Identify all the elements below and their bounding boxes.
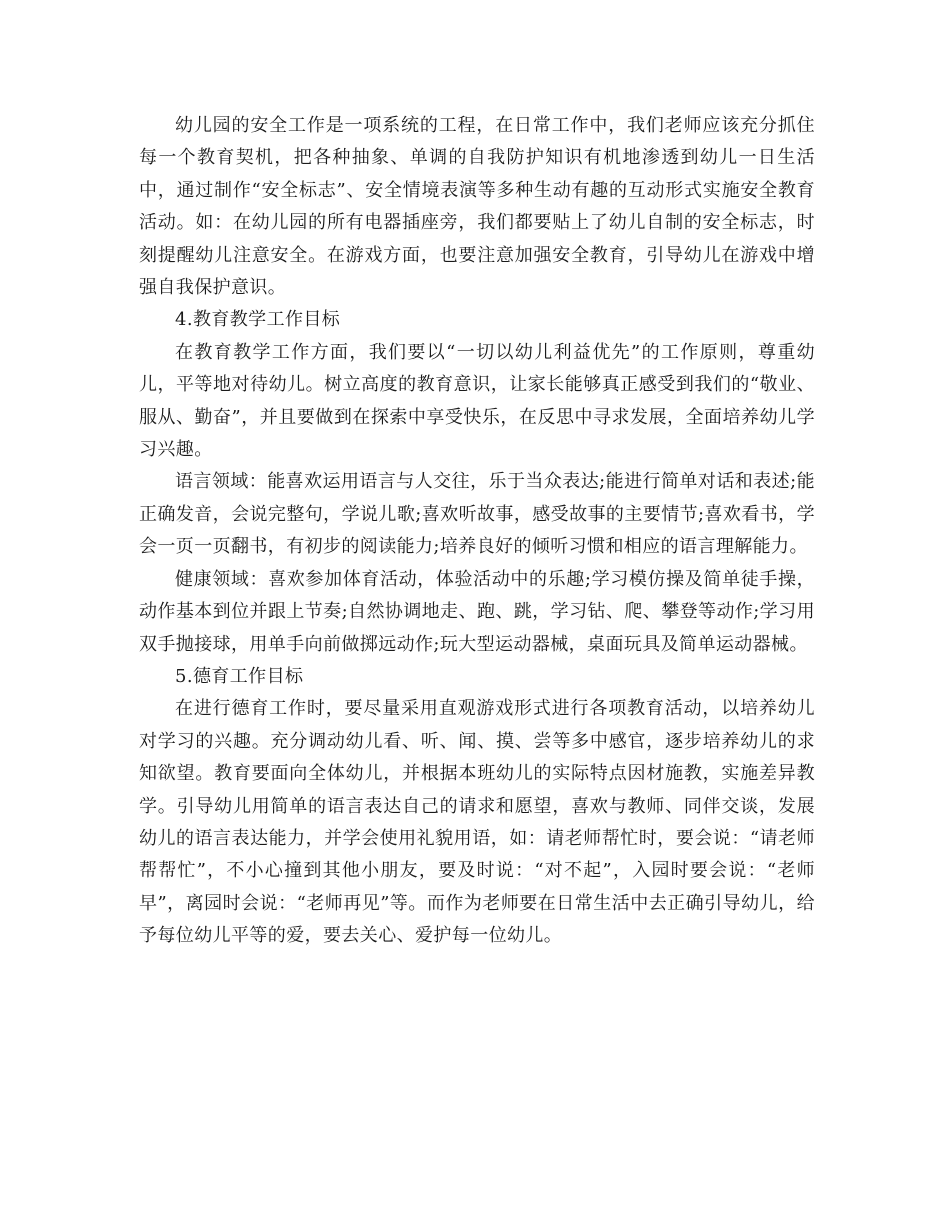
document-page — [139, 110, 815, 953]
moral-education-paragraph: 在进行德育工作时，要尽量采用直观游戏形式进行各项教育活动，以培养幼儿对学习的兴趣。充分调动幼儿看、听、闻、摸、尝等多中感官，逐步培养幼儿的求知欲望。教育要面向全体幼儿，并根据本班幼儿的实际特点因材施教，实施差异教学。引导幼儿用简单的语言表达自己的请求和愿望，喜欢与教师、同伴交谈，发展幼儿的语言表达能力，并学会使用礼貌用语，如：请老师帮忙时，要会说：“请老师帮帮忙”，不小心撞到其他小朋友，要及时说：“对不起”，入园时要会说：“老师早”，离园时会说：“老师再见”等。而作为老师要在日常生活中去正确引导幼儿，给予每位幼儿平等的爱，要去关心、爱护每一位幼儿。 — [139, 698, 815, 947]
safety-paragraph: 幼儿园的安全工作是一项系统的工程，在日常工作中，我们老师应该充分抓住每一个教育契机，把各种抽象、单调的自我防护知识有机地渗透到幼儿一日生活中，通过制作“安全标志”、安全情境表演等多种生动有趣的互动形式实施安全教育活动。如：在幼儿园的所有电器插座旁，我们都要贴上了幼儿自制的安全标志，时刻提醒幼儿注意安全。在游戏方面，也要注意加强安全教育，引导幼儿在游戏中增强自我保护意识。 — [139, 115, 815, 299]
health-domain-paragraph: 健康领域：喜欢参加体育活动，体验活动中的乐趣;学习模仿操及简单徒手操，动作基本到位并跟上节奏;自然协调地走、跑、跳，学习钻、爬、攀登等动作;学习用双手抛接球，用单手向前做掷远动作;玩大型运动器械，桌面玩具及简单运动器械。 — [139, 568, 815, 655]
language-domain-paragraph: 语言领域：能喜欢运用语言与人交往，乐于当众表达;能进行简单对话和表述;能正确发音，会说完整句，学说儿歌;喜欢听故事，感受故事的主要情节;喜欢看书，学会一页一页翻书，有初步的阅读能力;培养良好的倾听习惯和相应的语言理解能力。 — [139, 471, 815, 558]
teaching-paragraph: 在教育教学工作方面，我们要以“一切以幼儿利益优先”的工作原则，尊重幼儿，平等地对待幼儿。树立高度的教育意识，让家长能够真正感受到我们的“敬业、服从、勤奋”，并且要做到在探索中享受快乐，在反思中寻求发展，全面培养幼儿学习兴趣。 — [139, 341, 815, 461]
section-heading-teaching-goals: 4.教育教学工作目标 — [175, 309, 341, 331]
section-heading-moral-goals: 5.德育工作目标 — [175, 665, 304, 687]
